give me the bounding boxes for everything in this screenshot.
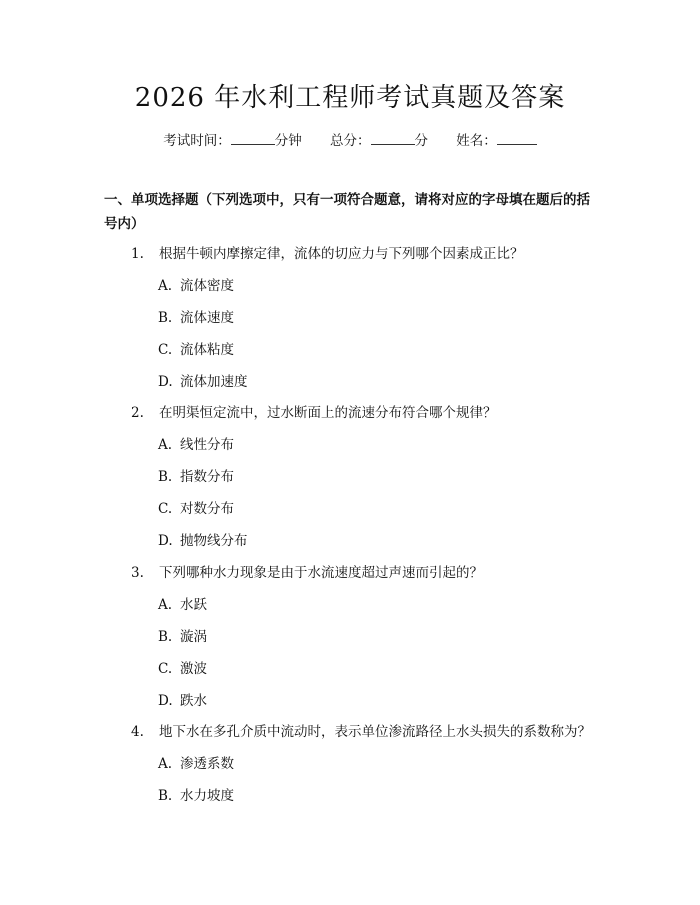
question-2-option-b (158, 467, 578, 487)
option-letter: B. (158, 310, 173, 326)
option-letter: B. (158, 469, 173, 485)
exam-time-blank (231, 130, 275, 145)
option-text: 水跃 (180, 597, 207, 613)
option-letter: A. (158, 597, 173, 613)
name-field (456, 130, 537, 151)
question-2-option-d (158, 531, 578, 551)
option-text: 流体加速度 (180, 374, 248, 390)
question-number: 1. (131, 246, 144, 262)
question-4 (131, 722, 601, 742)
option-text: 流体密度 (180, 278, 234, 294)
option-text: 跌水 (180, 693, 207, 709)
option-text: 渗透系数 (180, 756, 234, 772)
option-letter: C. (158, 661, 173, 677)
option-letter: A. (158, 278, 173, 294)
option-letter: A. (158, 756, 173, 772)
question-number: 3. (131, 565, 144, 581)
question-2 (131, 403, 601, 423)
question-number: 2. (131, 405, 144, 421)
question-text: 下列哪种水力现象是由于水流速度超过声速而引起的？ (159, 565, 483, 581)
question-3-option-c (158, 659, 578, 679)
option-text: 对数分布 (180, 501, 234, 517)
option-letter: B. (158, 629, 173, 645)
option-text: 流体速度 (180, 310, 234, 326)
question-3 (131, 563, 601, 583)
question-text: 根据牛顿内摩擦定律，流体的切应力与下列哪个因素成正比？ (159, 246, 524, 262)
question-2-option-c (158, 499, 578, 519)
option-text: 流体粘度 (180, 342, 234, 358)
name-label: 姓名： (456, 133, 497, 149)
total-score-label: 总分： (330, 133, 371, 149)
question-1-option-d (158, 372, 578, 392)
option-text: 抛物线分布 (180, 533, 248, 549)
question-4-option-b (158, 786, 578, 806)
option-text: 激波 (180, 661, 207, 677)
exam-time-label: 考试时间： (163, 133, 231, 149)
question-3-option-d (158, 691, 578, 711)
total-score-unit: 分 (414, 133, 428, 149)
page-title: 2026 年水利工程师考试真题及答案 (134, 83, 566, 113)
question-text: 在明渠恒定流中，过水断面上的流速分布符合哪个规律？ (159, 405, 497, 421)
exam-time-field (163, 130, 302, 151)
option-letter: D. (158, 693, 173, 709)
question-3-option-b (158, 627, 578, 647)
total-score-field (330, 130, 428, 151)
option-letter: D. (158, 533, 173, 549)
exam-time-unit: 分钟 (274, 133, 302, 149)
question-3-option-a (158, 595, 578, 615)
question-1 (131, 244, 601, 264)
option-letter: D. (158, 374, 173, 390)
option-letter: A. (158, 437, 173, 453)
option-letter: B. (158, 788, 173, 804)
section-heading: 一、单项选择题（下列选项中，只有一项符合题意，请将对应的字母填在题后的括号内） (104, 192, 590, 232)
option-text: 线性分布 (180, 437, 234, 453)
question-number: 4. (131, 724, 144, 740)
question-text: 地下水在多孔介质中流动时，表示单位渗流路径上水头损失的系数称为？ (159, 724, 591, 740)
question-2-option-a (158, 435, 578, 455)
question-1-option-b (158, 308, 578, 328)
name-blank (497, 130, 537, 145)
option-text: 指数分布 (180, 469, 234, 485)
option-text: 漩涡 (180, 629, 207, 645)
option-text: 水力坡度 (180, 788, 234, 804)
exam-info-line (0, 130, 700, 151)
option-letter: C. (158, 501, 173, 517)
question-1-option-a (158, 276, 578, 296)
option-letter: C. (158, 342, 173, 358)
question-1-option-c (158, 340, 578, 360)
total-score-blank (371, 130, 415, 145)
question-4-option-a (158, 754, 578, 774)
